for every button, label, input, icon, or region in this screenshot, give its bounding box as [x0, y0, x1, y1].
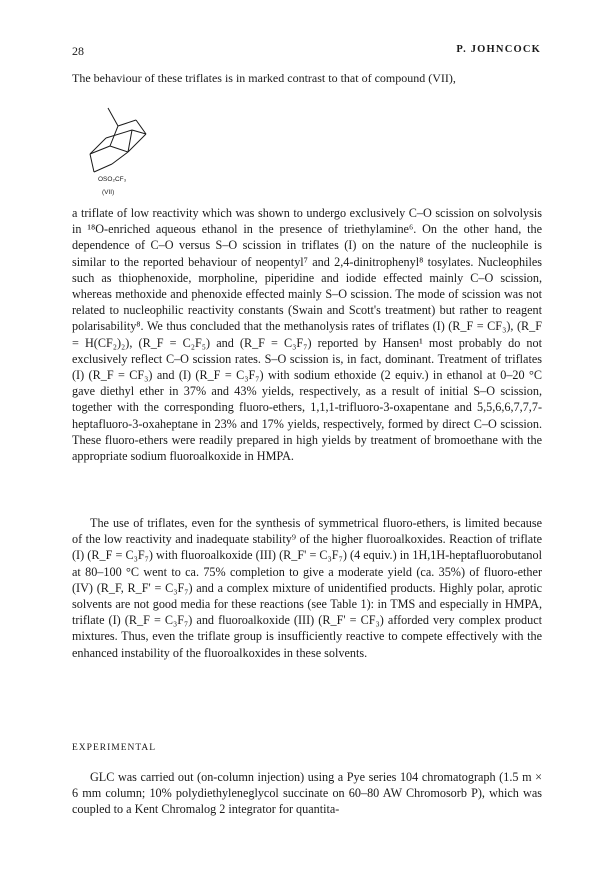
- compound-label: (VII): [102, 189, 115, 196]
- intro-sentence: The behaviour of these triflates is in marked contrast to that of compound (VII),: [72, 71, 456, 85]
- compound-vii-structure: [88, 100, 178, 200]
- adamantyl-triflate-drawing: [88, 100, 178, 178]
- body-paragraph-1: a triflate of low reactivity which was shown to undergo exclusively C–O scission on solvolysis in ¹⁸O-enriched aqueous ethanol in the presence of triethylamine⁶. On the other hand, the dependence of C–O versus S–O scission in triflates (I) on the nature of the nucleophile is similar to the reported behaviour of neopentyl⁷ and 2,4-dinitrophenyl⁸ tosylates. Nucleophiles such as thiophenoxide, morpholine, piperidine and iodide effected mainly C–O scission, whereas methoxide and phenoxide effected mainly S–O scission. The mode of scission was not related to nucleophilic reactivity constants (Swain and Scott's treatment) but rather to reagent polarisability⁸. We thus concluded that the methanolysis rates of triflates (I) (R_F = CF₃), (R_F = H(CF₂)₂), (R_F = C₂F₅) and (R_F = C₃F₇) reported by Hansen¹ most probably do not exclusively reflect C–O scission rates. S–O scission is, in fact, dominant. Treatment of triflates (I) (R_F = CF₃) and (I) (R_F = C₃F₇) with sodium ethoxide (2 equiv.) in ethanol at 0–20 °C gave diethyl ether in 37% and 43% yields, respectively, as a result of initial S–O scission, together with the corresponding fluoro-ethers, 1,1,1-trifluoro-3-oxapentane and 5,5,6,6,7,7,7-heptafluoro-3-oxaheptane in 23% and 17% yields, respectively, formed by direct C–O scission. These fluoro-ethers were readily prepared in high yields by treatment of bromoethane with the appropriate sodium fluoroalkoxide in HMPA.: [72, 206, 542, 464]
- triflate-substituent-label: OSO₂CF₃: [98, 176, 127, 183]
- running-head-author: P. JOHNCOCK: [456, 44, 541, 55]
- body-paragraph-2: The use of triflates, even for the synthesis of symmetrical fluoro-ethers, is limited because of the low reactivity and inadequate stability⁹ of the higher fluoroalkoxides. Reaction of triflate (I) (R_F = C₃F₇) with fluoroalkoxide (III) (R_F' = C₃F₇) (4 equiv.) in 1H,1H-heptafluorobutanol at 80–100 °C went to ca. 75% completion to give a moderate yield (ca. 35%) of fluoro-ether (IV) (R_F, R_F' = C₃F₇) and a complex mixture of unidentified products. Highly polar, aprotic solvents are not good media for these reactions (see Table 1): in TMS and especially in HMPA, triflate (I) (R_F = C₃F₇) and fluoroalkoxide (III) (R_F' = CF₃) afforded very complex product mixtures. Thus, even the triflate group is insufficiently reactive to compete effectively with the enhanced instability of the fluoroalkoxides in these solvents.: [72, 516, 542, 660]
- section-heading-experimental: EXPERIMENTAL: [72, 743, 157, 753]
- page-number: 28: [72, 44, 84, 58]
- experimental-paragraph: GLC was carried out (on-column injection) using a Pye series 104 chromatograph (1.5 m × 6 mm column; 10% polydiethyleneglycol succinate on 60–80 AW Chromosorb P), which was coupled to a Kent Chromalog 2 integrator for quantita-: [72, 770, 542, 817]
